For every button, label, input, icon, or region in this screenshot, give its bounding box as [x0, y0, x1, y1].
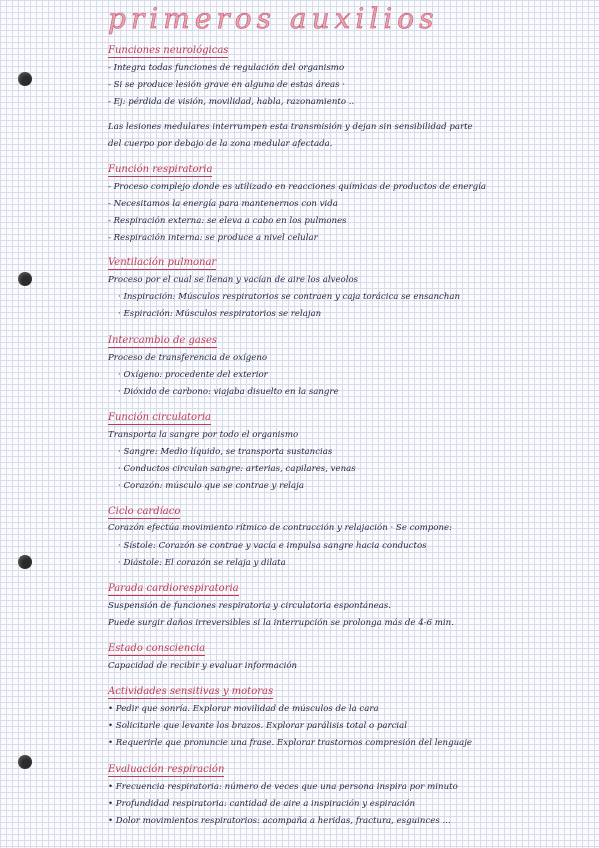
note-line: · Sístole: Corazón se contrae y vacía e impulsa sangre hacia conductos	[118, 541, 427, 551]
note-line: · Espiración: Músculos respiratorios se relajan	[118, 309, 322, 319]
section-heading: Actividades sensitivas y motoras	[108, 686, 274, 697]
binder-hole-icon	[18, 755, 32, 769]
note-line: - Ej: pérdida de visión, movilidad, habla, razonamiento ..	[108, 97, 355, 107]
section-heading: Intercambio de gases	[108, 335, 217, 346]
note-line: • Requerirle que pronuncie una frase. Explorar trastornos compresión del lenguaje	[108, 738, 472, 748]
note-line: Capacidad de recibir y evaluar información	[108, 661, 298, 671]
page-title: primeros auxilios	[108, 2, 439, 35]
note-line: • Profundidad respiratoria: cantidad de aire a inspiración y espiración	[108, 799, 416, 809]
section-heading: Ciclo cardíaco	[108, 506, 181, 517]
note-line: Proceso por el cual se llenan y vacían de aire los alveolos	[108, 275, 359, 285]
section-heading: Función circulatoria	[108, 412, 212, 423]
binder-hole-icon	[18, 72, 32, 86]
note-line: · Oxígeno: procedente del exterior	[118, 370, 268, 380]
section-heading: Función respiratoria	[108, 164, 213, 175]
note-line: • Frecuencia respiratoria: número de veces que una persona inspira por minuto	[108, 782, 458, 792]
note-line: - Si se produce lesión grave en alguna de estas áreas ·	[108, 80, 346, 90]
note-line: · Dióxido de carbono: viajaba disuelto en la sangre	[118, 387, 339, 397]
note-line: Suspensión de funciones respiratoria y circulatoria espontáneas.	[108, 601, 392, 611]
note-line: Corazón efectúa movimiento rítmico de contracción y relajación · Se compone:	[108, 523, 452, 533]
note-line: Puede surgir daños irreversibles si la interrupción se prolonga más de 4-6 min.	[108, 618, 454, 628]
note-line: • Dolor movimientos respiratorios: acompaña a heridas, fractura, esguinces ...	[108, 816, 451, 826]
note-line: - Integra todas funciones de regulación del organismo	[108, 63, 345, 73]
section-heading: Evaluación respiración	[108, 764, 225, 775]
note-line: · Conductos circulan sangre: arterias, capilares, venas	[118, 464, 356, 474]
note-line: Transporta la sangre por todo el organismo	[108, 430, 299, 440]
section-heading: Estado consciencia	[108, 643, 206, 654]
note-line: - Necesitamos la energía para mantenernos con vida	[108, 199, 338, 209]
section-heading: Funciones neurológicas	[108, 45, 229, 56]
note-line: · Diástole: El corazón se relaja y dilata	[118, 558, 286, 568]
note-line: del cuerpo por debajo de la zona medular afectada.	[108, 139, 333, 149]
note-line: • Pedir que sonría. Explorar movilidad de músculos de la cara	[108, 704, 379, 714]
note-line: • Solicitarle que levante los brazos. Explorar parálisis total o parcial	[108, 721, 408, 731]
binder-hole-icon	[18, 272, 32, 286]
note-line: · Sangre: Medio líquido, se transporta sustancias	[118, 447, 333, 457]
note-line: · Inspiración: Músculos respiratorios se contraen y caja torácica se ensanchan	[118, 292, 461, 302]
note-line: · Corazón: músculo que se contrae y relaja	[118, 481, 304, 491]
note-line: - Respiración interna: se produce a nivel celular	[108, 233, 318, 243]
note-line: - Proceso complejo donde es utilizado en reacciones químicas de productos de energía	[108, 182, 486, 192]
section-heading: Ventilación pulmonar	[108, 257, 217, 268]
binder-hole-icon	[18, 555, 32, 569]
section-heading: Parada cardiorespiratoria	[108, 583, 239, 594]
note-line: Las lesiones medulares interrumpen esta transmisión y dejan sin sensibilidad parte	[108, 122, 473, 132]
note-line: - Respiración externa: se eleva a cabo en los pulmones	[108, 216, 347, 226]
note-line: Proceso de transferencia de oxígeno	[108, 353, 268, 363]
